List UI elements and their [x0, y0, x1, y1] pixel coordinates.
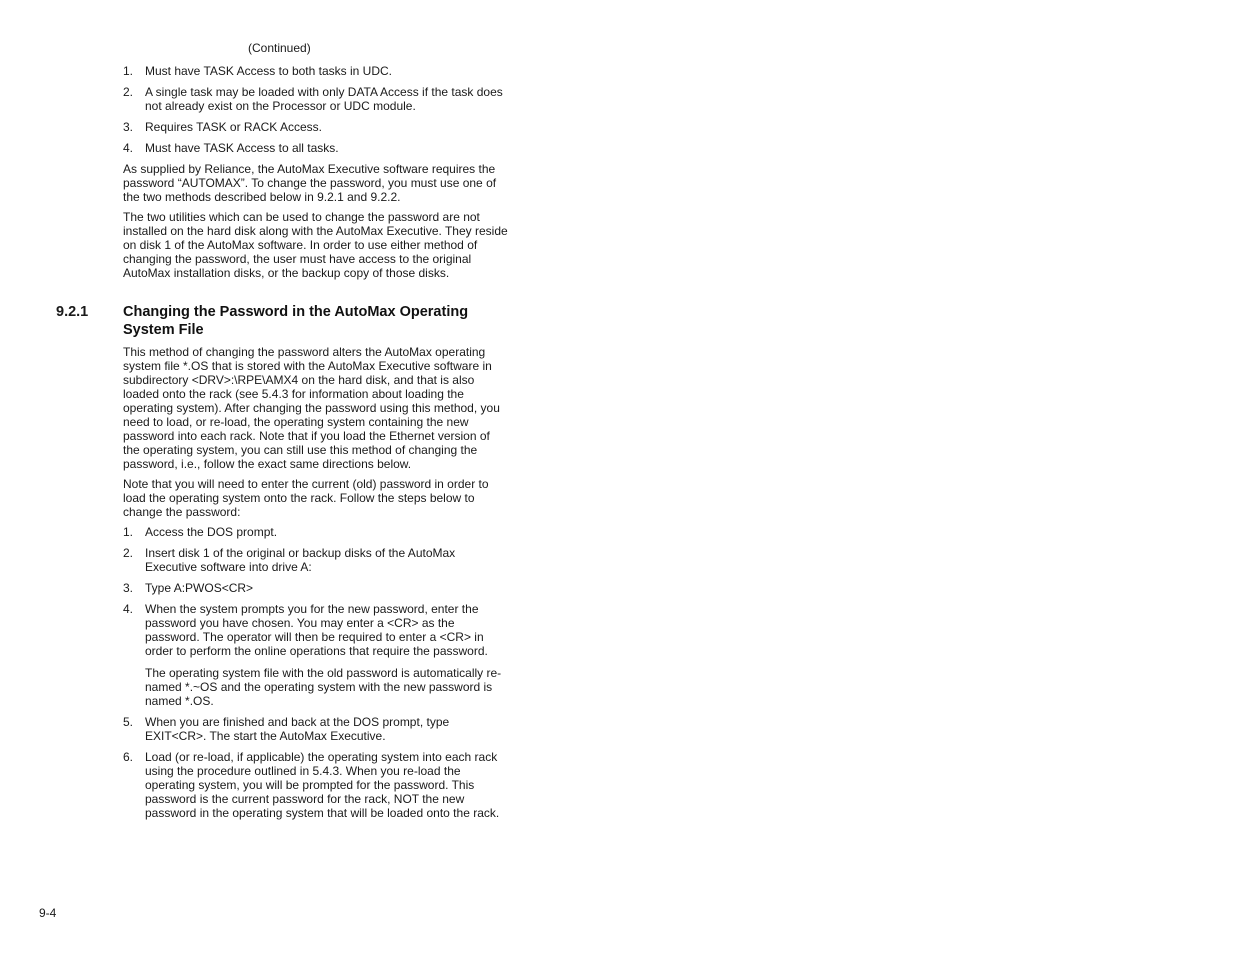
step-number: 1. — [123, 525, 134, 539]
continued-label: (Continued) — [248, 41, 311, 55]
note-item — [123, 64, 509, 78]
step-item — [123, 546, 509, 574]
text-column — [56, 41, 509, 827]
note-text: Must have TASK Access to both tasks in UDC. — [145, 64, 392, 78]
page-number: 9-4 — [39, 906, 57, 920]
step-text: Insert disk 1 of the original or backup disks of the AutoMax Executive software into drive A: — [145, 546, 456, 574]
notes-list — [123, 64, 509, 155]
note-item — [123, 120, 509, 134]
step-number: 2. — [123, 546, 134, 560]
step-item — [123, 581, 509, 595]
note-text: A single task may be loaded with only DATA Access if the task does not already exist on the Processor or UDC module. — [145, 85, 503, 113]
step-number: 3. — [123, 581, 134, 595]
step-text: When you are finished and back at the DOS prompt, type EXIT<CR>. The start the AutoMax Executive. — [145, 715, 450, 743]
intro-paragraph: The two utilities which can be used to change the password are not installed on the hard disk along with the AutoMax Executive. They reside on disk 1 of the AutoMax software. In order to use either method of changing the password, the user must have access to the original AutoMax installation disks, or the backup copy of those disks. — [123, 210, 508, 280]
step-item — [123, 525, 509, 539]
step-text: Type A:PWOS<CR> — [145, 581, 254, 595]
step-number: 5. — [123, 715, 134, 729]
step-item — [123, 715, 509, 743]
step-number: 6. — [123, 750, 134, 764]
section-title: Changing the Password in the AutoMax Operating System File — [123, 304, 469, 338]
step-item — [123, 602, 509, 708]
note-number: 1. — [123, 64, 134, 78]
section-paragraph: This method of changing the password alters the AutoMax operating system file *.OS that is stored with the AutoMax Executive software in subdirectory <DRV>:\RPE\AMX4 on the hard disk, and that is also loaded onto the rack (see 5.4.3 for information about loading the operating system). After changing the password using this method, you need to load, or re-load, the operating system containing the new password into each rack. Note that if you load the Ethernet version of the operating system, you can still use this method of changing the password, i.e., follow the exact same directions below. — [123, 345, 500, 471]
step-item — [123, 750, 509, 820]
step-text: Access the DOS prompt. — [145, 525, 278, 539]
section-paragraph: Note that you will need to enter the current (old) password in order to load the operating system onto the rack. Follow the steps below to change the password: — [123, 477, 489, 519]
section-number: 9.2.1 — [56, 304, 89, 320]
intro-paragraph: As supplied by Reliance, the AutoMax Executive software requires the password “AUTOMAX”. To change the password, you must use one of the two methods described below in 9.2.1 and 9.2.2. — [123, 162, 497, 204]
step-number: 4. — [123, 602, 134, 616]
note-number: 4. — [123, 141, 134, 155]
step-text: Load (or re-load, if applicable) the operating system into each rack using the procedure outlined in 5.4.3. When you re-load the operating system, you will be prompted for the password. This password is the current password for the rack, NOT the new password in the operating system that will be loaded onto the rack. — [145, 750, 500, 820]
step-note: The operating system file with the old password is automatically re-named *.~OS and the operating system with the new password is named *.OS. — [145, 666, 502, 708]
note-item — [123, 141, 509, 155]
steps-list — [123, 525, 509, 820]
note-number: 3. — [123, 120, 134, 134]
step-text: When the system prompts you for the new password, enter the password you have chosen. You may enter a <CR> as the password. The operator will then be required to enter a <CR> in order to perform the online operations that require the password. — [145, 602, 488, 658]
note-item — [123, 85, 509, 113]
note-number: 2. — [123, 85, 134, 99]
section-heading — [56, 303, 509, 339]
note-text: Requires TASK or RACK Access. — [145, 120, 322, 134]
note-text: Must have TASK Access to all tasks. — [145, 141, 339, 155]
